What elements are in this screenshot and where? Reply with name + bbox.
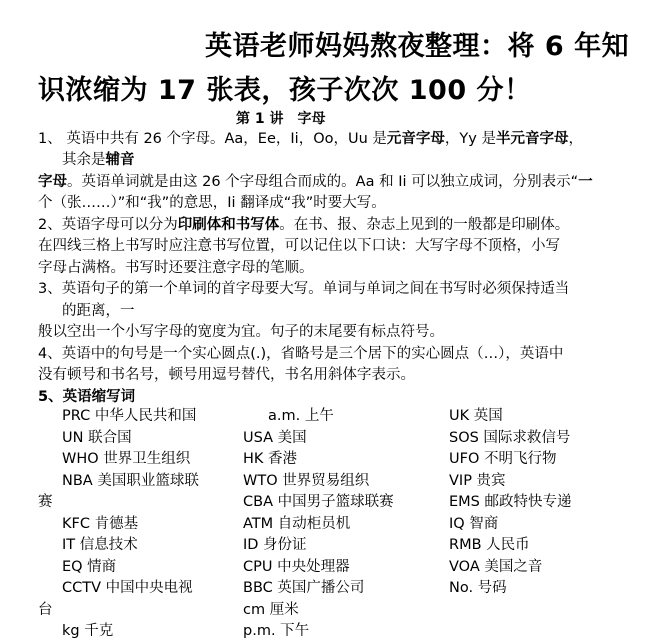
paragraph-1-line-4: 个（张……）”和“我”的意思，Ii 翻译成“我”时要大写。 bbox=[38, 195, 386, 211]
abbr-entry: EMS 邮政特快专递 bbox=[449, 494, 572, 510]
page-title-line1: 英语老师妈妈熬夜整理：将 6 年知 bbox=[205, 31, 630, 62]
abbr-entry: a.m. 上午 bbox=[268, 408, 334, 424]
paragraph-2-line-3: 字母占满格。书写时还要注意字母的笔顺。 bbox=[38, 260, 314, 276]
bold-text: 一 bbox=[578, 174, 593, 190]
bold-text: 印刷体和书写体 bbox=[177, 217, 280, 233]
section-heading: 第 1 讲 字母 bbox=[236, 111, 326, 127]
paragraph-1-line-1 bbox=[38, 129, 583, 149]
abbr-entry: HK 香港 bbox=[243, 451, 298, 467]
abbr-entry: CPU 中央处理器 bbox=[243, 559, 350, 575]
abbr-entry: BBC 英国广播公司 bbox=[243, 580, 365, 596]
abbr-entry: CBA 中国男子篮球联赛 bbox=[243, 494, 394, 510]
abbr-entry: UFO 不明飞行物 bbox=[449, 451, 557, 467]
paragraph-3-line-1: 3、英语句子的第一个单词的首字母要大写。单词与单词之间在书写时必须保持适当 bbox=[38, 281, 570, 297]
paragraph-1-line-2 bbox=[62, 150, 135, 170]
abbr-entry: PRC 中华人民共和国 bbox=[62, 408, 197, 424]
abbr-entry-wrap: 赛 bbox=[38, 494, 53, 510]
abbr-entry: ID 身份证 bbox=[243, 537, 307, 553]
paragraph-3-line-3: 般以空出一个小写字母的宽度为宜。句子的末尾要有标点符号。 bbox=[38, 324, 444, 340]
abbr-entry: VIP 贵宾 bbox=[449, 473, 506, 489]
abbr-entry: CCTV 中国中央电视 bbox=[62, 580, 193, 596]
abbr-entry: KFC 肯德基 bbox=[62, 516, 139, 532]
bold-text: 辅音 bbox=[105, 152, 135, 168]
paragraph-5-heading bbox=[38, 387, 135, 407]
abbr-entry: WHO 世界卫生组织 bbox=[62, 451, 191, 467]
abbr-entry: UK 英国 bbox=[449, 408, 503, 424]
abbr-entry: kg 千克 bbox=[62, 623, 114, 639]
text: 1、 英语中共有 26 个字母。Aa，Ee，Ii，Oo，Uu 是 bbox=[38, 131, 387, 147]
paragraph-4-line-1: 4、英语中的句号是一个实心圆点(.)，省略号是三个居下的实心圆点（…），英语中 bbox=[38, 346, 564, 362]
text: ，Yy 是 bbox=[444, 131, 496, 147]
abbr-entry: UN 联合国 bbox=[62, 430, 132, 446]
bold-text: 字母 bbox=[38, 174, 67, 190]
abbr-entry-wrap: 台 bbox=[38, 602, 53, 618]
text: 。在书、报、杂志上见到的一般都是印刷体。 bbox=[279, 217, 570, 233]
abbr-entry: SOS 国际求救信号 bbox=[449, 430, 571, 446]
bold-text: 5、英语缩写词 bbox=[38, 389, 136, 405]
paragraph-1-line-3 bbox=[38, 172, 593, 192]
abbr-entry: EQ 情商 bbox=[62, 559, 117, 575]
text: ， bbox=[568, 131, 583, 147]
text: 2、英语字母可以分为 bbox=[38, 217, 178, 233]
bold-text: 半元音字母 bbox=[495, 131, 569, 147]
page-title-line2: 识浓缩为 17 张表，孩子次次 100 分！ bbox=[38, 75, 532, 106]
paragraph-4-line-2: 没有顿号和书名号，顿号用逗号替代，书名用斜体字表示。 bbox=[38, 367, 415, 383]
abbr-entry: IT 信息技术 bbox=[62, 537, 138, 553]
paragraph-3-line-2: 的距离，一 bbox=[62, 303, 135, 319]
abbr-entry: USA 美国 bbox=[243, 430, 307, 446]
abbr-entry: No. 号码 bbox=[449, 580, 507, 596]
paragraph-2-line-1 bbox=[38, 215, 569, 235]
text: 其余是 bbox=[62, 152, 106, 168]
abbr-entry: cm 厘米 bbox=[243, 602, 299, 618]
abbr-entry: p.m. 下午 bbox=[243, 623, 310, 639]
abbr-entry: ATM 自动柜员机 bbox=[243, 516, 351, 532]
text: 。英语单词就是由这 26 个字母组合而成的。Aa 和 Ii 可以独立成词，分别表示“ bbox=[67, 174, 579, 190]
abbr-entry: RMB 人民币 bbox=[449, 537, 530, 553]
abbr-entry: IQ 智商 bbox=[449, 516, 499, 532]
bold-text: 元音字母 bbox=[386, 131, 445, 147]
abbr-entry: NBA 美国职业篮球联 bbox=[62, 473, 199, 489]
abbr-entry: VOA 美国之音 bbox=[449, 559, 543, 575]
paragraph-2-line-2: 在四线三格上书写时应注意书写位置，可以记住以下口诀：大写字母不顶格，小写 bbox=[38, 238, 560, 254]
abbr-entry: WTO 世界贸易组织 bbox=[243, 473, 370, 489]
